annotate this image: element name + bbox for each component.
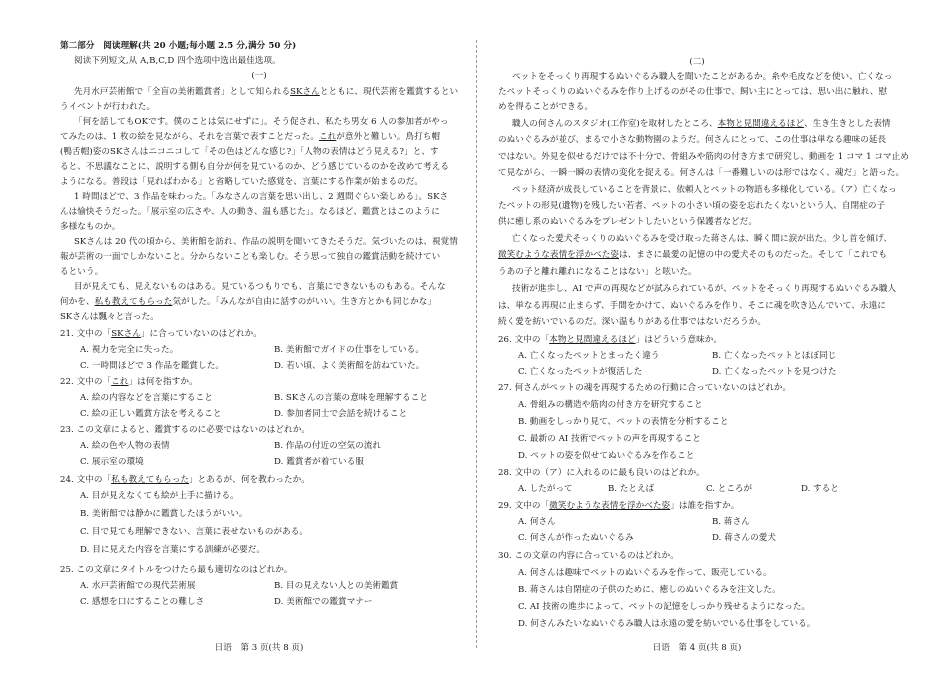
option: D. 蒋さんの愛犬 — [712, 533, 777, 543]
passage-1-line: ると、不思議なことに、説明する側も自分が何を見ているのか、どう感じているのかを改めて考える — [60, 162, 449, 172]
question-29: 29. 文中の「微笑むような表情を浮かべた姿」は誰を指すか。 — [498, 501, 740, 511]
passage-1-line: ようになる。普段は「見ればわかる」と省略していた感覚を、言葉にする作業が始まるのだ。 — [60, 177, 424, 187]
passage-1-line: 報が芸術の一面でしかないこと。分からないことも楽しむ。そう思って独自の鑑賞活動を続けてい — [60, 252, 441, 262]
option: B. たとえば — [608, 484, 655, 494]
option: C. AI 技術の進歩によって、ペットの記憶をしっかり残せるようになった。 — [518, 602, 811, 612]
passage-1-line: SKさんは 20 代の頃から、美術館を訪れ、作品の説明を聞いてきたそうだ。気づいたのは、視覚情 — [74, 237, 458, 247]
passage-1-line: 1 時間ほどで、3 作品を味わった。「みなさんの言葉を思い出し、2 週間ぐらい楽しめる」。SKさ — [74, 192, 449, 202]
passage-1-line: てみたのは、1 枚の絵を見ながら、それを言葉で表すことだった。これが意外と難しい。鳥打ち帽 — [60, 132, 441, 142]
passage-1-line: (鴨舌帽)姿のSKさんはニコニコして「その色はどんな感じ?」「人物の表情はどう見える?」と、す — [60, 147, 439, 157]
option: A. 骨組みの構造や筋肉の付き方を研究すること — [518, 400, 703, 410]
option: C. 目で見ても理解できない、言葉に表せないものがある。 — [80, 527, 308, 537]
option: C. 展示室の環境 — [80, 457, 144, 467]
option: C. 絵の正しい鑑賞方法を考えること — [80, 409, 222, 419]
passage-1-label: (一) — [251, 71, 267, 81]
passage-1-line: 多様なものか。 — [60, 222, 121, 232]
option: A. 亡くなったペットとまったく違う — [518, 351, 660, 361]
option: A. 目が見えなくても絵が上手に描ける。 — [80, 491, 239, 501]
passage-2-line: 職人の何さんのスタジオ(工作室)を取材したところ、本物と見間違えるほど、生き生きとした表情 — [512, 119, 891, 129]
option: D. 参加者同士で会話を続けること — [274, 409, 408, 419]
passage-2-line: たペットの形見(遺物)を残したい若者、ペットの小さい頃の姿を忘れたくないという人、自閉症の子 — [498, 201, 886, 211]
question-24: 24. 文中の「私も教えてもらった」とあるが、何を教わったか。 — [60, 475, 310, 485]
question-23: 23. この文章によると、鑑賞するのに必要ではないのはどれか。 — [60, 425, 310, 435]
passage-2-line: のぬいぐるみが並び、まるで小さな動物園のようだ。何さんにとって、この仕事は単なる趣味の延長 — [498, 135, 887, 145]
option: B. 動画をしっかり見て、ペットの表情を分析すること — [518, 417, 729, 427]
question-25: 25. この文章にタイトルをつけたら最も適切なのはどれか。 — [60, 565, 293, 575]
option: D. すると — [801, 484, 839, 494]
option: B. 作品の付近の空気の流れ — [274, 441, 382, 451]
passage-2-line: 技術が進歩し、AI で声の再現などが試みられているが、ペットをそっくり再現するぬいぐるみ職人 — [512, 284, 897, 294]
passage-2-line: 続く愛を紡いでいるのだ。深い温もりがある仕事ではないだろうか。 — [498, 317, 766, 327]
option: A. 視力を完全に失った。 — [80, 345, 179, 355]
option: A. 絵の色や人物の表情 — [80, 441, 170, 451]
passage-1-line: SKさんは飄々と言った。 — [60, 312, 159, 322]
underlined-term: これ — [318, 132, 337, 142]
page-footer: 日语 第 3 页(共 8 页) — [214, 643, 304, 653]
option: B. 亡くなったペットとほぼ同じ — [712, 351, 837, 361]
page-footer: 日语 第 4 页(共 8 页) — [652, 643, 742, 653]
option: B. 蒋さん — [712, 517, 750, 527]
passage-1-line: 目が見えても、見えないものはある。見ているつもりでも、言葉にできないものもある。そんな — [74, 282, 446, 292]
passage-2-line: 亡くなった愛犬そっくりのぬいぐるみを受け取った蒋さんは、瞬く間に涙が出た。少し首を傾げ、 — [512, 234, 892, 244]
option: C. ところが — [706, 484, 753, 494]
option: D. 美術館での鑑賞マナー — [274, 597, 373, 607]
option: C. 亡くなったペットが復活した — [518, 367, 643, 377]
option: B. 美術館では静かに鑑賞したほうがいい。 — [80, 509, 248, 519]
passage-1-line: るという。 — [60, 267, 104, 277]
passage-2-label: (二) — [689, 57, 705, 67]
left-page — [60, 0, 458, 688]
option: B. 蒋さんは自閉症の子供のために、癒しのぬいぐるみを注文した。 — [518, 585, 781, 595]
option: D. ペットの姿を似せてぬいぐるみを作ること — [518, 451, 695, 461]
option: A. 何さん — [518, 517, 556, 527]
passage-2-line: て見ながら、一瞬一瞬の表情の変化を捉える。何さんは「一番難しいのは形ではなく、魂だ」と語った。 — [498, 168, 905, 178]
option: A. したがって — [518, 484, 573, 494]
question-26: 26. 文中の「本物と見間違えるほど」はどういう意味か。 — [498, 335, 723, 345]
option: A. 絵の内容などを言葉にすること — [80, 393, 213, 403]
question-21: 21. 文中の「SKさん」に合っていないのはどれか。 — [60, 329, 262, 339]
option: D. 鑑賞者が着ている服 — [274, 457, 364, 467]
underlined-term: 私も教えてもらった — [94, 297, 173, 307]
passage-1-line: 何かを、私も教えてもらった気がした。「みんなが自由に話すのがいい。生き方とかも同じかな」 — [60, 297, 437, 307]
option: A. 何さんは趣味でペットのぬいぐるみを作って、販売している。 — [518, 568, 772, 578]
passage-2-line: ではない。外見を似せるだけでは不十分で、骨組みや筋肉の付き方まで研究し、動画を 1 コマ 1 コマ止め — [498, 152, 909, 162]
passage-2-line: 供に癒し系のぬいぐるみをプレゼントしたいという保護者などだ。 — [498, 217, 757, 227]
option: B. 目の見えない人との美術鑑賞 — [274, 581, 399, 591]
passage-1-line: んは愉快そうだった。「展示室の広さや、人の動き、温も感じた」。なるほど、鑑賞とはこのように — [60, 207, 440, 217]
right-page — [498, 0, 909, 688]
column-divider — [476, 40, 477, 648]
passage-1-line: 「何を話してもOKです。僕のことは気にせずに」。そう促され、私たち男女 6 人の参加者がやっ — [74, 117, 449, 127]
passage-2-line: は、単なる再現に止まらず、手間をかけて、ぬいぐるみを作り、そこに魂を吹き込んでいて、永遠に — [498, 301, 886, 311]
passage-2-line: ペットをそっくり再現するぬいぐるみ職人を聞いたことがあるか。糸や毛皮などを使い、亡くなっ — [512, 72, 893, 82]
underlined-term: 微笑むような表情を浮かべた姿 — [498, 250, 620, 260]
option: C. 感想を口にすることの難しさ — [80, 597, 205, 607]
option: D. 何さんみたいなぬいぐるみ職人は永遠の愛を紡いでいる仕事をしている。 — [518, 619, 816, 629]
passage-2-line: めを得ることができる。 — [498, 102, 594, 112]
underlined-term: SKさん — [290, 87, 320, 97]
question-27: 27. 何さんがペットの魂を再現するための行動に合っていないのはどれか。 — [498, 383, 792, 393]
question-30: 30. この文章の内容に合っているのはどれか。 — [498, 551, 679, 561]
option: C. 一時間ほどで 3 作品を鑑賞した。 — [80, 361, 224, 371]
option: D. 目に見えた内容を言葉にする訓練が必要だ。 — [80, 545, 266, 555]
passage-2-line: うあの子と離れ離れになることはない」と呟いた。 — [498, 267, 697, 277]
passage-2-line: 微笑むような表情を浮かべた姿は、まさに最愛の記憶の中の愛犬そのものだった。そして「これでも — [498, 250, 887, 260]
question-28: 28. 文中の（ア）に入れるのに最も良いのはどれか。 — [498, 468, 705, 478]
section-header: 第二部分 阅读理解(共 20 小题;每小题 2.5 分,满分 50 分) — [60, 41, 297, 51]
option: C. 何さんが作ったぬいぐるみ — [518, 533, 634, 543]
passage-2-line: たペットそっくりのぬいぐるみを作り上げるのがその仕事で、飼い主にとっては、思い出に触れ、慰 — [498, 87, 888, 97]
passage-1-line: 先月水戸芸術館で「全盲の美術鑑賞者」として知られるSKさんとともに、現代芸術を鑑賞するとい — [74, 87, 459, 97]
option: B. 美術館でガイドの仕事をしている。 — [274, 345, 424, 355]
option: B. SKさんの言葉の意味を理解すること — [274, 393, 428, 403]
instruction: 阅读下列短文,从 A,B,C,D 四个选项中选出最佳选项。 — [74, 56, 281, 66]
passage-2-line: ペット経済が成長していることを背景に、依頼人とペットの物語も多様化している。（ア）亡くなっ — [512, 185, 897, 195]
underlined-term: 本物と見間違えるほど — [717, 119, 805, 129]
question-22: 22. 文中の「これ」は何を指すか。 — [60, 377, 198, 387]
option: D. 若い頃、よく美術館を訪ねていた。 — [274, 361, 425, 371]
option: C. 最新の AI 技術でペットの声を再現すること — [518, 434, 701, 444]
passage-1-line: うイベントが行われた。 — [60, 102, 156, 112]
option: D. 亡くなったペットを見つけた — [712, 367, 837, 377]
option: A. 水戸芸術館での現代芸術展 — [80, 581, 196, 591]
